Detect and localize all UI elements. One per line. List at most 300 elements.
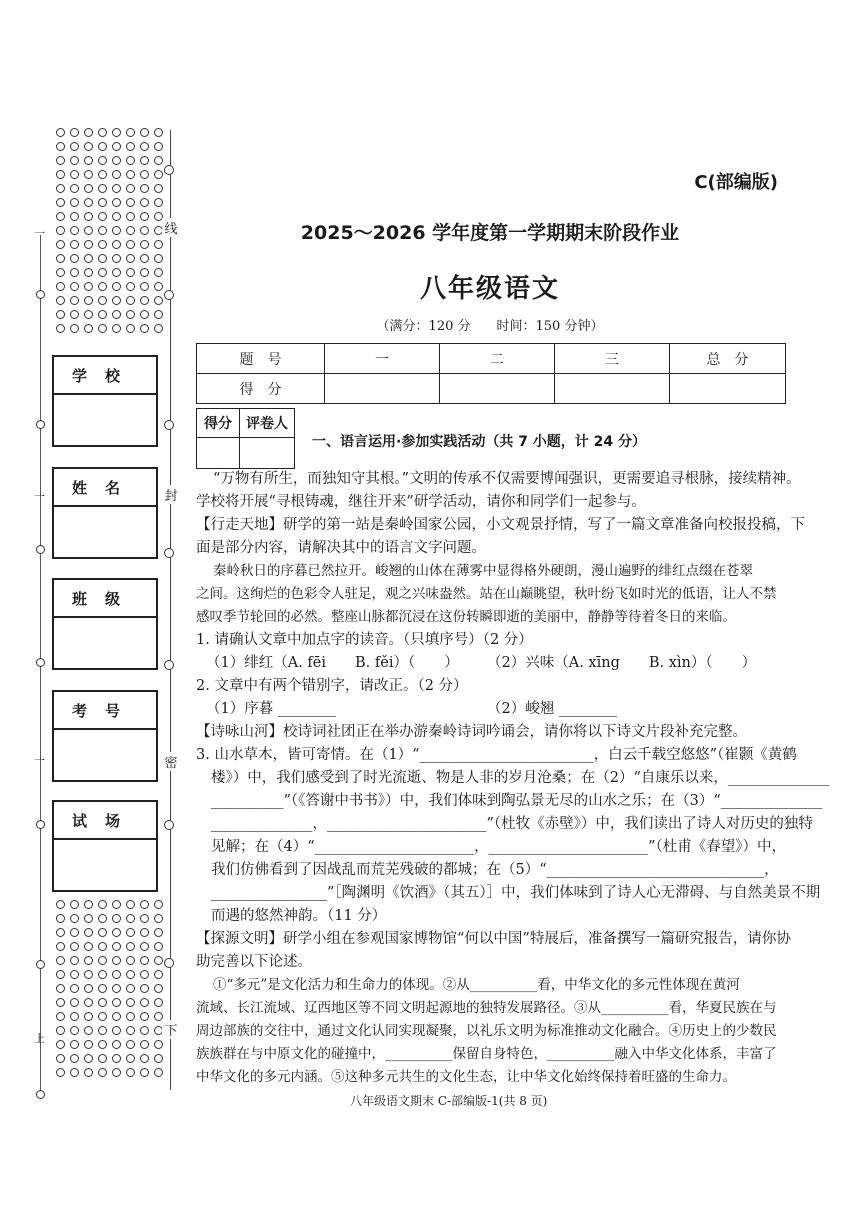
binding-hole — [112, 170, 121, 179]
seal-mark-xia: 下 — [162, 1020, 180, 1039]
binding-hole — [84, 928, 93, 937]
binding-hole — [84, 984, 93, 993]
binding-hole — [98, 1068, 107, 1077]
binding-hole — [56, 914, 65, 923]
intro-line: “万物有所生，而独知守其根。”文明的传承不仅需要博闻强识，更需要追寻根脉，接续精神。 — [213, 471, 801, 487]
civilization-section-intro: 助完善以下论述。 — [196, 954, 312, 970]
grader-table — [196, 408, 295, 469]
seal-circle — [164, 548, 174, 558]
grader-score-label: 得分 — [197, 409, 240, 438]
question-2-blank-1[interactable]: （1）序暮 ________ — [206, 701, 336, 717]
table-cell: 总 分 — [670, 344, 786, 374]
binding-hole — [70, 296, 79, 305]
binding-hole — [126, 310, 135, 319]
binding-hole — [154, 970, 163, 979]
binding-hole — [140, 928, 149, 937]
binding-hole — [84, 156, 93, 165]
binding-hole — [84, 998, 93, 1007]
binding-hole — [84, 170, 93, 179]
section-intro-line: 【行走天地】研学的第一站是秦岭国家公园，小文观景抒情，写了一篇文章准备向校报投稿，下 — [196, 517, 805, 533]
binding-hole — [126, 1012, 135, 1021]
binding-hole — [70, 310, 79, 319]
binding-hole — [140, 998, 149, 1007]
binding-hole — [56, 1040, 65, 1049]
passage-line: 之间。这绚烂的色彩令人驻足，观之兴味盎然。站在山巅眺望，秋叶纷飞如时光的低语，让人不禁 — [196, 586, 777, 602]
binding-hole — [70, 184, 79, 193]
score-input-3[interactable] — [555, 374, 670, 404]
question-3-line[interactable]: ______________，______________________”（杜牧《赤壁》）中，我们读出了诗人对历史的独特 — [211, 816, 813, 832]
exam-number-label: 考号 — [54, 692, 156, 730]
binding-hole — [126, 282, 135, 291]
seal-circle — [164, 420, 174, 430]
binding-hole — [126, 142, 135, 151]
binding-hole — [112, 984, 121, 993]
binding-hole — [98, 128, 107, 137]
binding-hole — [98, 970, 107, 979]
binding-hole — [140, 970, 149, 979]
binding-hole — [112, 1026, 121, 1035]
passage-line: 秦岭秋日的序暮已然拉开。峻翘的山体在薄雾中显得格外硬朗，漫山遍野的绯红点缀在苍翠 — [213, 563, 753, 579]
binding-hole — [112, 156, 121, 165]
binding-hole — [84, 254, 93, 263]
binding-hole — [84, 268, 93, 277]
binding-holes-top — [56, 128, 168, 338]
binding-hole — [84, 296, 93, 305]
binding-hole — [56, 1068, 65, 1077]
binding-hole — [98, 226, 107, 235]
binding-hole — [56, 268, 65, 277]
side-char: 一 — [34, 490, 45, 503]
binding-hole — [126, 296, 135, 305]
name-label: 姓名 — [54, 469, 156, 507]
binding-hole — [154, 170, 163, 179]
binding-hole — [126, 970, 135, 979]
question-1: 1. 请确认文章中加点字的读音。（只填序号）（2 分） — [196, 632, 533, 648]
binding-hole — [56, 212, 65, 221]
binding-hole — [112, 282, 121, 291]
binding-hole — [56, 184, 65, 193]
binding-hole — [98, 914, 107, 923]
binding-hole — [98, 268, 107, 277]
binding-hole — [154, 942, 163, 951]
binding-hole — [140, 984, 149, 993]
name-field[interactable] — [52, 467, 158, 559]
question-3-line: 而遇的悠然神韵。（11 分） — [211, 908, 387, 924]
binding-hole — [98, 956, 107, 965]
edition-label: C(部编版) — [694, 172, 778, 193]
binding-hole — [154, 914, 163, 923]
binding-hole — [70, 900, 79, 909]
question-2-blank-2[interactable]: （2）峻翘 ________ — [487, 701, 617, 717]
seal-circle — [164, 165, 174, 175]
binding-hole — [84, 198, 93, 207]
binding-hole — [84, 226, 93, 235]
binding-hole — [98, 324, 107, 333]
binding-hole — [140, 956, 149, 965]
binding-hole — [140, 226, 149, 235]
section-intro-line: 面是部分内容，请解决其中的语言文字问题。 — [196, 540, 486, 556]
binding-hole — [98, 984, 107, 993]
binding-hole — [126, 226, 135, 235]
binding-hole — [140, 184, 149, 193]
binding-hole — [84, 914, 93, 923]
binding-hole — [98, 282, 107, 291]
binding-hole — [70, 170, 79, 179]
binding-hole — [126, 212, 135, 221]
poetry-section-intro: 【诗咏山河】校诗词社团正在举办游秦岭诗词吟诵会，请你将以下诗文片段补充完整。 — [196, 724, 747, 740]
exam-title: 2025～2026 学年度第一学期期末阶段作业 — [300, 222, 680, 244]
intro-line: 学校将开展“寻根铸魂，继往开来”研学活动，请你和同学们一起参与。 — [196, 494, 646, 510]
score-input-2[interactable] — [440, 374, 555, 404]
binding-hole — [126, 254, 135, 263]
binding-hole — [98, 942, 107, 951]
seal-line — [170, 130, 171, 1090]
binding-hole — [112, 268, 121, 277]
binding-hole — [112, 310, 121, 319]
binding-hole — [112, 956, 121, 965]
binding-hole — [140, 254, 149, 263]
binding-hole — [126, 128, 135, 137]
binding-hole — [84, 282, 93, 291]
binding-hole — [98, 212, 107, 221]
binding-hole — [84, 942, 93, 951]
binding-hole — [154, 142, 163, 151]
binding-hole — [56, 198, 65, 207]
binding-hole — [154, 928, 163, 937]
binding-hole — [70, 198, 79, 207]
binding-hole — [112, 970, 121, 979]
question-3-line[interactable]: __________”（《答谢中书书》）中，我们体味到陶弘景无尽的山水之乐；在（3）“______________ — [211, 793, 823, 809]
binding-hole — [112, 914, 121, 923]
binding-hole — [126, 998, 135, 1007]
question-3-line[interactable]: 我们仿佛看到了因战乱而荒芜残破的都城；在（5）“______________________________， — [211, 862, 779, 878]
binding-hole — [140, 142, 149, 151]
binding-hole — [154, 900, 163, 909]
binding-hole — [84, 240, 93, 249]
binding-hole — [126, 984, 135, 993]
binding-hole — [140, 128, 149, 137]
binding-hole — [84, 956, 93, 965]
question-1-option-a[interactable]: （1）绯红（A. fēi B. fěi）（ ） — [206, 655, 459, 671]
binding-hole — [70, 212, 79, 221]
binding-hole — [140, 900, 149, 909]
binding-hole — [84, 1012, 93, 1021]
report-line: 周边部族的交往中，通过文化认同实现凝聚，以礼乐文明为标准推动文化融合。④历史上的少数民 — [196, 1023, 777, 1039]
binding-hole — [140, 1026, 149, 1035]
question-2: 2. 文章中有两个错别字，请改正。（2 分） — [196, 678, 468, 694]
binding-hole — [140, 942, 149, 951]
binding-circle — [36, 545, 45, 554]
binding-hole — [84, 212, 93, 221]
binding-hole — [112, 128, 121, 137]
binding-hole — [56, 984, 65, 993]
binding-hole — [98, 1026, 107, 1035]
binding-hole — [56, 296, 65, 305]
binding-hole — [70, 156, 79, 165]
binding-hole — [84, 324, 93, 333]
binding-hole — [112, 226, 121, 235]
class-label: 班级 — [54, 580, 156, 618]
binding-hole — [56, 1012, 65, 1021]
binding-hole — [98, 1012, 107, 1021]
binding-hole — [126, 324, 135, 333]
class-field[interactable] — [52, 578, 158, 670]
binding-hole — [140, 268, 149, 277]
binding-hole — [154, 254, 163, 263]
question-3-line[interactable]: ________________”［陶渊明《饮酒》（其五）］中，我们体味到了诗人心无滞碍、与自然美景不期 — [211, 885, 821, 901]
binding-hole — [98, 310, 107, 319]
binding-hole — [98, 1040, 107, 1049]
score-table-score-row — [197, 374, 786, 404]
question-3-line[interactable]: 见解；在（4）“______________________，______________________”（杜甫《春望》）中， — [211, 839, 787, 855]
score-input-1[interactable] — [325, 374, 440, 404]
binding-hole — [154, 1054, 163, 1063]
binding-hole — [56, 324, 65, 333]
binding-hole — [140, 1054, 149, 1063]
binding-hole — [56, 254, 65, 263]
binding-hole — [98, 156, 107, 165]
binding-hole — [140, 914, 149, 923]
binding-hole — [56, 928, 65, 937]
binding-hole — [56, 998, 65, 1007]
binding-hole — [70, 128, 79, 137]
binding-hole — [140, 1012, 149, 1021]
exam-meta: （满分：120 分 时间：150 分钟） — [376, 319, 604, 334]
binding-hole — [70, 268, 79, 277]
binding-hole — [70, 1068, 79, 1077]
binding-hole — [126, 900, 135, 909]
binding-hole — [70, 1026, 79, 1035]
binding-hole — [126, 156, 135, 165]
binding-hole — [154, 324, 163, 333]
binding-hole — [154, 156, 163, 165]
binding-hole — [154, 296, 163, 305]
report-line[interactable]: 族族群在与中原文化的碰撞中，__________保留自身特色，__________融入中华文化体系，丰富了 — [196, 1046, 777, 1062]
civilization-section-intro: 【探源文明】研学小组在参观国家博物馆“何以中国”特展后，准备撰写一篇研究报告，请你协 — [196, 931, 791, 947]
binding-hole — [70, 226, 79, 235]
binding-hole — [154, 184, 163, 193]
binding-hole — [56, 226, 65, 235]
binding-circle — [36, 1090, 45, 1099]
binding-hole — [140, 198, 149, 207]
binding-hole — [126, 956, 135, 965]
binding-hole — [56, 970, 65, 979]
binding-hole — [126, 914, 135, 923]
binding-circle — [36, 290, 45, 299]
binding-hole — [56, 142, 65, 151]
binding-hole — [84, 1054, 93, 1063]
binding-hole — [70, 324, 79, 333]
binding-hole — [98, 240, 107, 249]
question-1-option-b[interactable]: （2）兴味（A. xīng B. xìn）（ ） — [487, 655, 757, 671]
binding-hole — [126, 1026, 135, 1035]
binding-hole — [84, 970, 93, 979]
binding-hole — [56, 942, 65, 951]
binding-hole — [140, 324, 149, 333]
exam-number-field[interactable] — [52, 690, 158, 782]
binding-hole — [112, 928, 121, 937]
table-cell: 一 — [325, 344, 440, 374]
binding-hole — [140, 310, 149, 319]
subject-title: 八年级语文 — [419, 274, 560, 304]
binding-hole — [140, 1040, 149, 1049]
binding-hole — [84, 142, 93, 151]
binding-hole — [70, 254, 79, 263]
binding-hole — [70, 998, 79, 1007]
table-cell: 题 号 — [197, 344, 325, 374]
binding-hole — [154, 240, 163, 249]
binding-hole — [98, 254, 107, 263]
binding-hole — [56, 1054, 65, 1063]
binding-hole — [112, 1012, 121, 1021]
binding-hole — [70, 956, 79, 965]
binding-hole — [70, 1040, 79, 1049]
binding-hole — [84, 310, 93, 319]
side-char: 上 — [34, 1032, 45, 1045]
binding-hole — [154, 998, 163, 1007]
table-cell: 二 — [440, 344, 555, 374]
binding-hole — [98, 198, 107, 207]
binding-hole — [98, 928, 107, 937]
binding-hole — [84, 900, 93, 909]
report-line[interactable]: 流域、长江流域、辽西地区等不同文明起源地的独特发展路径。③从__________看，华夏民族在与 — [196, 1000, 777, 1016]
binding-hole — [112, 900, 121, 909]
binding-hole — [70, 970, 79, 979]
binding-hole — [98, 296, 107, 305]
seal-mark-xian: 线 — [162, 218, 180, 237]
binding-hole — [98, 170, 107, 179]
page-footer: 八年级语文期末 C-部编版-1(共 8 页) — [350, 1094, 548, 1108]
binding-hole — [154, 282, 163, 291]
binding-hole — [84, 184, 93, 193]
binding-hole — [56, 956, 65, 965]
table-cell: 得 分 — [197, 374, 325, 404]
binding-hole — [112, 198, 121, 207]
binding-hole — [154, 128, 163, 137]
binding-hole — [56, 282, 65, 291]
binding-hole — [70, 984, 79, 993]
binding-hole — [112, 1040, 121, 1049]
binding-hole — [112, 254, 121, 263]
binding-hole — [126, 1054, 135, 1063]
question-3-line[interactable]: 3. 山水草木，皆可寄情。在（1）“________________________，白云千载空悠悠”（崔颢《黄鹤 — [196, 747, 797, 763]
school-field[interactable] — [52, 355, 158, 447]
binding-hole — [154, 198, 163, 207]
binding-hole — [126, 1040, 135, 1049]
grader-name-input[interactable] — [240, 438, 295, 469]
section-title: 一、语言运用·参加实践活动（共 7 小题，计 24 分） — [312, 434, 647, 450]
binding-hole — [126, 184, 135, 193]
binding-hole — [56, 170, 65, 179]
binding-hole — [126, 170, 135, 179]
binding-hole — [70, 1012, 79, 1021]
binding-hole — [112, 1054, 121, 1063]
binding-hole — [112, 1068, 121, 1077]
binding-circle — [36, 960, 45, 969]
binding-hole — [140, 1068, 149, 1077]
binding-hole — [70, 1054, 79, 1063]
seal-circle — [164, 820, 174, 830]
binding-hole — [70, 142, 79, 151]
binding-hole — [126, 928, 135, 937]
grader-score-input[interactable] — [197, 438, 240, 469]
binding-hole — [84, 1068, 93, 1077]
binding-hole — [56, 156, 65, 165]
side-char: 一 — [34, 227, 45, 240]
binding-hole — [112, 184, 121, 193]
binding-hole — [98, 900, 107, 909]
table-cell: 三 — [555, 344, 670, 374]
binding-hole — [56, 1026, 65, 1035]
binding-hole — [56, 128, 65, 137]
binding-hole — [56, 310, 65, 319]
score-table — [196, 343, 786, 404]
binding-hole — [140, 282, 149, 291]
binding-hole — [154, 956, 163, 965]
seal-circle — [164, 290, 174, 300]
binding-hole — [56, 240, 65, 249]
binding-hole — [70, 928, 79, 937]
binding-hole — [126, 268, 135, 277]
binding-hole — [84, 128, 93, 137]
binding-hole — [112, 324, 121, 333]
binding-hole — [112, 212, 121, 221]
exam-room-field[interactable] — [52, 800, 158, 892]
binding-hole — [70, 282, 79, 291]
binding-hole — [70, 240, 79, 249]
binding-hole — [154, 984, 163, 993]
binding-hole — [112, 142, 121, 151]
binding-hole — [154, 268, 163, 277]
binding-hole — [112, 240, 121, 249]
binding-hole — [112, 998, 121, 1007]
score-table-header-row — [197, 344, 786, 374]
binding-hole — [126, 240, 135, 249]
report-line[interactable]: ①“多元”是文化活力和生命力的体现。②从__________看，中华文化的多元性体现在黄河 — [213, 977, 740, 993]
question-3-line[interactable]: 楼》）中，我们感受到了时光流逝、物是人非的岁月沧桑；在（2）“自康乐以来，______________ — [211, 770, 830, 786]
passage-line: 感叹季节轮回的必然。整座山脉都沉浸在这份转瞬即逝的美丽中，静静等待着冬日的来临。 — [196, 609, 736, 625]
binding-hole — [154, 1068, 163, 1077]
binding-hole — [140, 240, 149, 249]
binding-circle — [36, 420, 45, 429]
binding-holes-bottom — [56, 900, 168, 1082]
binding-hole — [140, 156, 149, 165]
side-char: 一 — [34, 754, 45, 767]
binding-hole — [70, 942, 79, 951]
binding-hole — [154, 1040, 163, 1049]
binding-hole — [84, 1026, 93, 1035]
binding-hole — [98, 998, 107, 1007]
binding-hole — [126, 942, 135, 951]
binding-hole — [140, 170, 149, 179]
seal-mark-mi: 密 — [162, 752, 180, 771]
seal-circle — [164, 958, 174, 968]
binding-hole — [126, 198, 135, 207]
binding-circle — [36, 658, 45, 667]
score-input-total[interactable] — [670, 374, 786, 404]
seal-mark-feng: 封 — [162, 485, 180, 504]
binding-hole — [98, 1054, 107, 1063]
binding-hole — [98, 184, 107, 193]
seal-circle — [164, 660, 174, 670]
binding-circle — [36, 820, 45, 829]
grader-name-label: 评卷人 — [240, 409, 295, 438]
binding-hole — [70, 914, 79, 923]
binding-hole — [140, 296, 149, 305]
exam-room-label: 试场 — [54, 802, 156, 840]
binding-hole — [84, 1040, 93, 1049]
binding-hole — [112, 942, 121, 951]
